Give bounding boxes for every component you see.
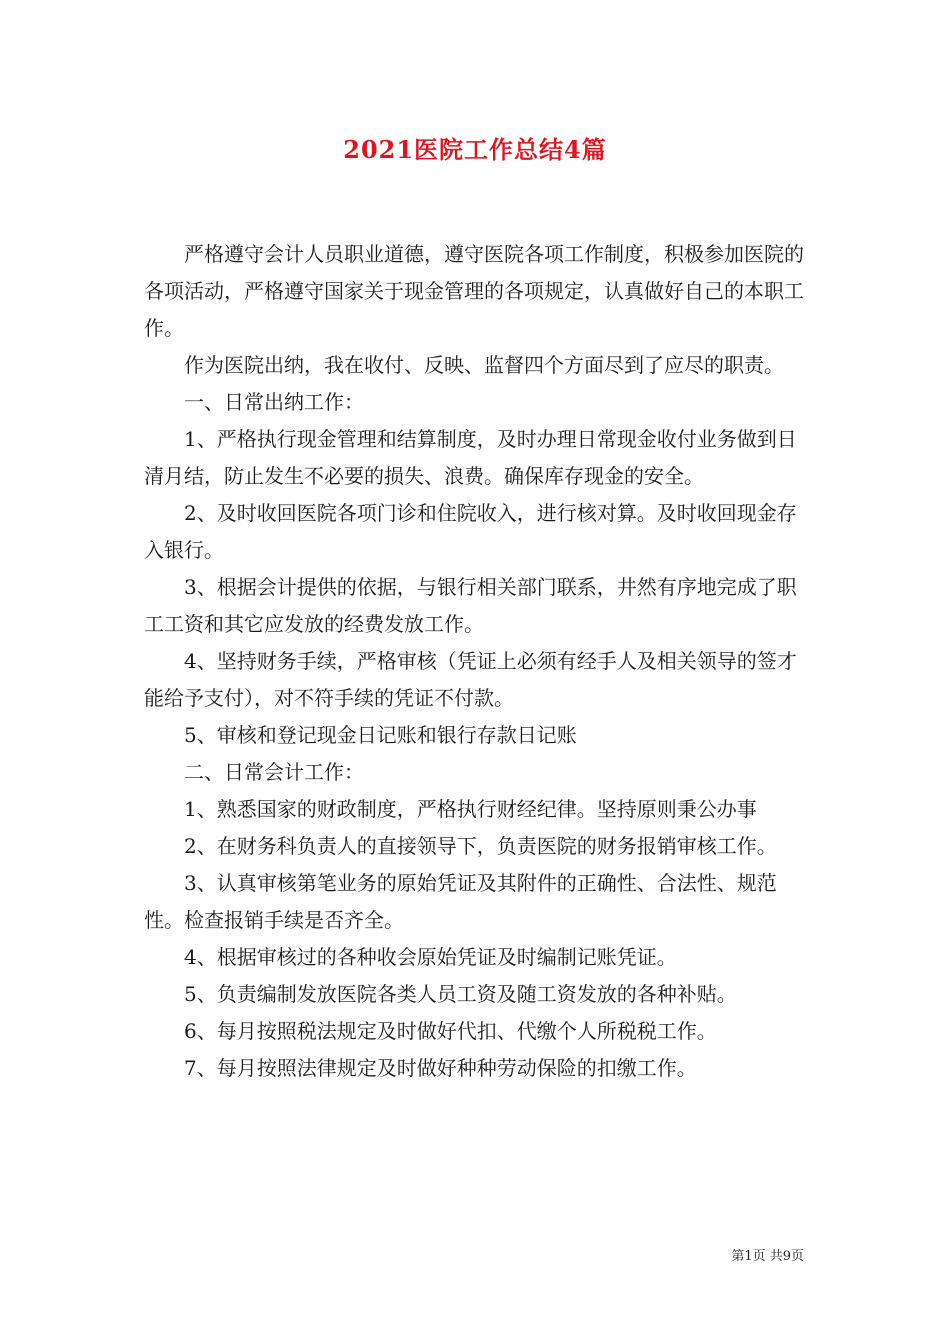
paragraph: 作为医院出纳，我在收付、反映、监督四个方面尽到了应尽的职责。: [184, 353, 784, 377]
list-item: 3、认真审核第笔业务的原始凭证及其附件的正确性、合法性、规范性。检查报销手续是否齐全。: [144, 871, 777, 932]
list-item: 2、在财务科负责人的直接领导下，负责医院的财务报销审核工作。: [184, 834, 777, 858]
document-body: [144, 236, 814, 1087]
list-item: 1、严格执行现金管理和结算制度，及时办理日常现金收付业务做到日清月结，防止发生不必要的损失、浪费。确保库存现金的安全。: [144, 427, 797, 488]
section-heading: 一、日常出纳工作：: [184, 390, 364, 414]
page-number-footer: 第1页 共9页: [731, 1249, 804, 1264]
list-item: 4、坚持财务手续，严格审核（凭证上必须有经手人及相关领导的签才能给予支付），对不符手续的凭证不付款。: [144, 649, 797, 710]
paragraph: 严格遵守会计人员职业道德，遵守医院各项工作制度，积极参加医院的各项活动，严格遵守国家关于现金管理的各项规定，认真做好自己的本职工作。: [144, 242, 804, 340]
list-item: 2、及时收回医院各项门诊和住院收入，进行核对算。及时收回现金存入银行。: [144, 501, 797, 562]
list-item: 5、审核和登记现金日记账和银行存款日记账: [184, 723, 577, 747]
section-heading: 二、日常会计工作：: [184, 760, 364, 784]
list-item: 1、熟悉国家的财政制度，严格执行财经纪律。坚持原则秉公办事: [184, 797, 757, 821]
document-title: 2021医院工作总结4篇: [343, 135, 607, 164]
list-item: 6、每月按照税法规定及时做好代扣、代缴个人所税税工作。: [184, 1019, 717, 1043]
list-item: 5、负责编制发放医院各类人员工资及随工资发放的各种补贴。: [184, 982, 737, 1006]
list-item: 4、根据审核过的各种收会原始凭证及时编制记账凭证。: [184, 945, 677, 969]
list-item: 7、每月按照法律规定及时做好种种劳动保险的扣缴工作。: [184, 1056, 697, 1080]
list-item: 3、根据会计提供的依据，与银行相关部门联系，井然有序地完成了职工工资和其它应发放的经费发放工作。: [144, 575, 797, 636]
